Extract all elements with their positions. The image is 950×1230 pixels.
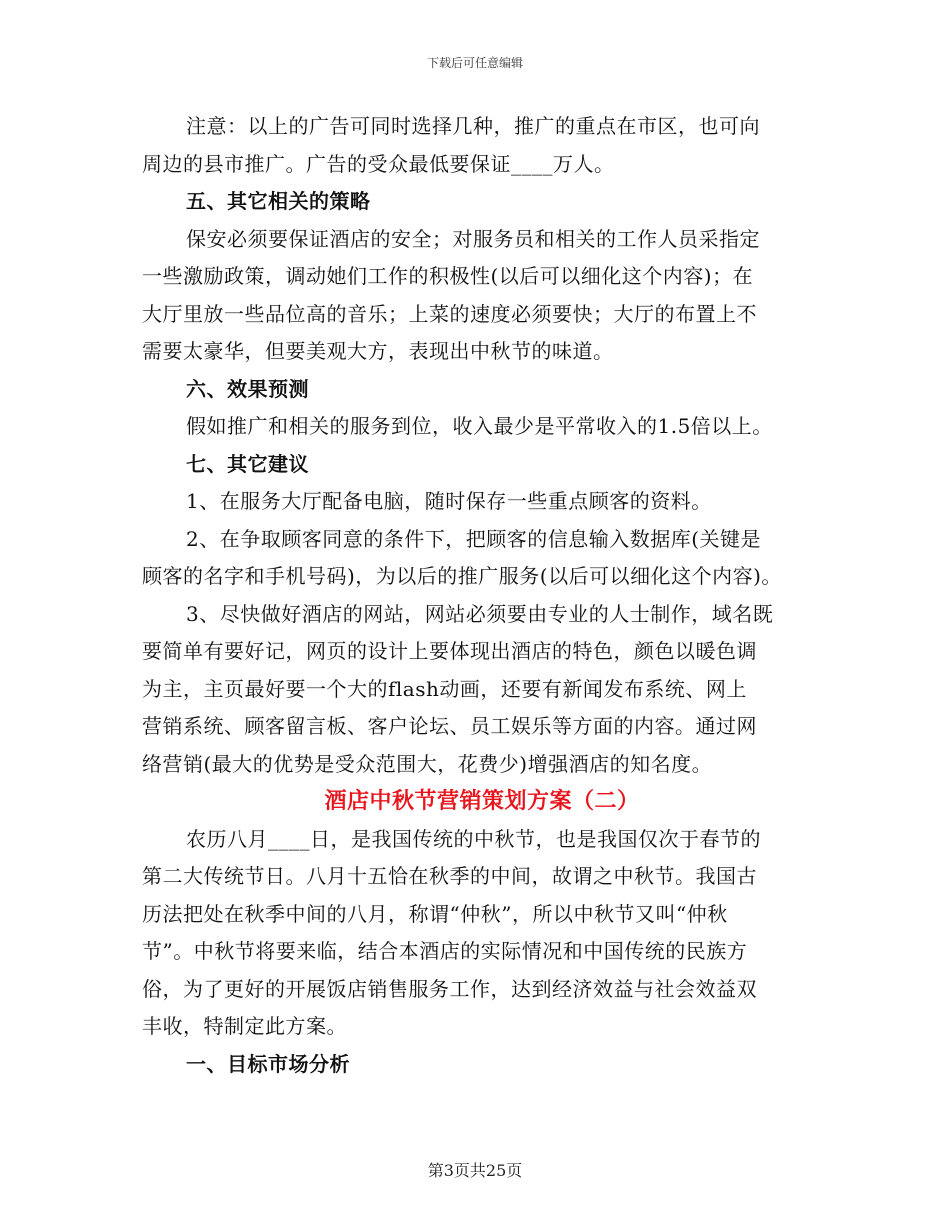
paragraph-line: 要简单有要好记，网页的设计上要体现出酒店的特色，颜色以暖色调 — [142, 639, 757, 663]
paragraph-line: 农历八月____日，是我国传统的中秋节，也是我国仅次于春节的 — [186, 826, 761, 851]
section-heading: 一、目标市场分析 — [186, 1051, 350, 1076]
paragraph-line: 假如推广和相关的服务到位，收入最少是平常收入的1.5倍以上。 — [186, 414, 773, 438]
paragraph-line: 注意：以上的广告可同时选择几种，推广的重点在市区，也可向 — [186, 114, 760, 138]
paragraph-line: 大厅里放一些品位高的音乐；上菜的速度必须要快；大厅的布置上不 — [142, 301, 757, 326]
paragraph-line: 周边的县市推广。广告的受众最低要保证____万人。 — [142, 151, 615, 176]
paragraph-line: 营销系统、顾客留言板、客户论坛、员工娱乐等方面的内容。通过网 — [142, 714, 757, 738]
paragraph-line: 顾客的名字和手机号码)，为以后的推广服务(以后可以细化这个内容)。 — [142, 564, 782, 588]
paragraph-line: 节”。中秋节将要来临，结合本酒店的实际情况和中国传统的民族方 — [142, 939, 748, 963]
page-footer: 第3页共25页 — [427, 1161, 523, 1180]
paragraph-line: 络营销(最大的优势是受众范围大，花费少)增强酒店的知名度。 — [142, 751, 713, 776]
paragraph-line: 2、在争取顾客同意的条件下，把顾客的信息输入数据库(关键是 — [186, 526, 762, 551]
page-header: 下载后可任意编辑 — [426, 56, 523, 70]
paragraph-line: 一些激励政策，调动她们工作的积极性(以后可以细化这个内容)；在 — [142, 264, 754, 288]
paragraph-line: 保安必须要保证酒店的安全；对服务员和相关的工作人员采指定 — [186, 226, 760, 251]
section-heading: 五、其它相关的策略 — [186, 189, 371, 213]
paragraph-line: 3、尽快做好酒店的网站，网站必须要由专业的人士制作，域名既 — [186, 601, 774, 626]
paragraph-line: 第二大传统节日。八月十五恰在秋季的中间，故谓之中秋节。我国古 — [142, 864, 757, 888]
paragraph-line: 历法把处在秋季中间的八月，称谓“仲秋”，所以中秋节又叫“仲秋 — [142, 901, 728, 926]
paragraph-line: 丰收，特制定此方案。 — [142, 1014, 347, 1038]
document-body — [142, 108, 822, 1083]
paragraph-line: 为主，主页最好要一个大的flash动画，还要有新闻发布系统、网上 — [142, 676, 747, 701]
document-title: 酒店中秋节营销策划方案（二） — [324, 789, 640, 814]
paragraph-line: 1、在服务大厅配备电脑，随时保存一些重点顾客的资料。 — [186, 489, 712, 513]
paragraph-line: 需要太豪华，但要美观大方，表现出中秋节的味道。 — [142, 339, 614, 363]
section-heading: 七、其它建议 — [186, 451, 309, 476]
section-heading: 六、效果预测 — [186, 376, 309, 401]
paragraph-line: 俗，为了更好的开展饭店销售服务工作，达到经济效益与社会效益双 — [142, 976, 757, 1001]
